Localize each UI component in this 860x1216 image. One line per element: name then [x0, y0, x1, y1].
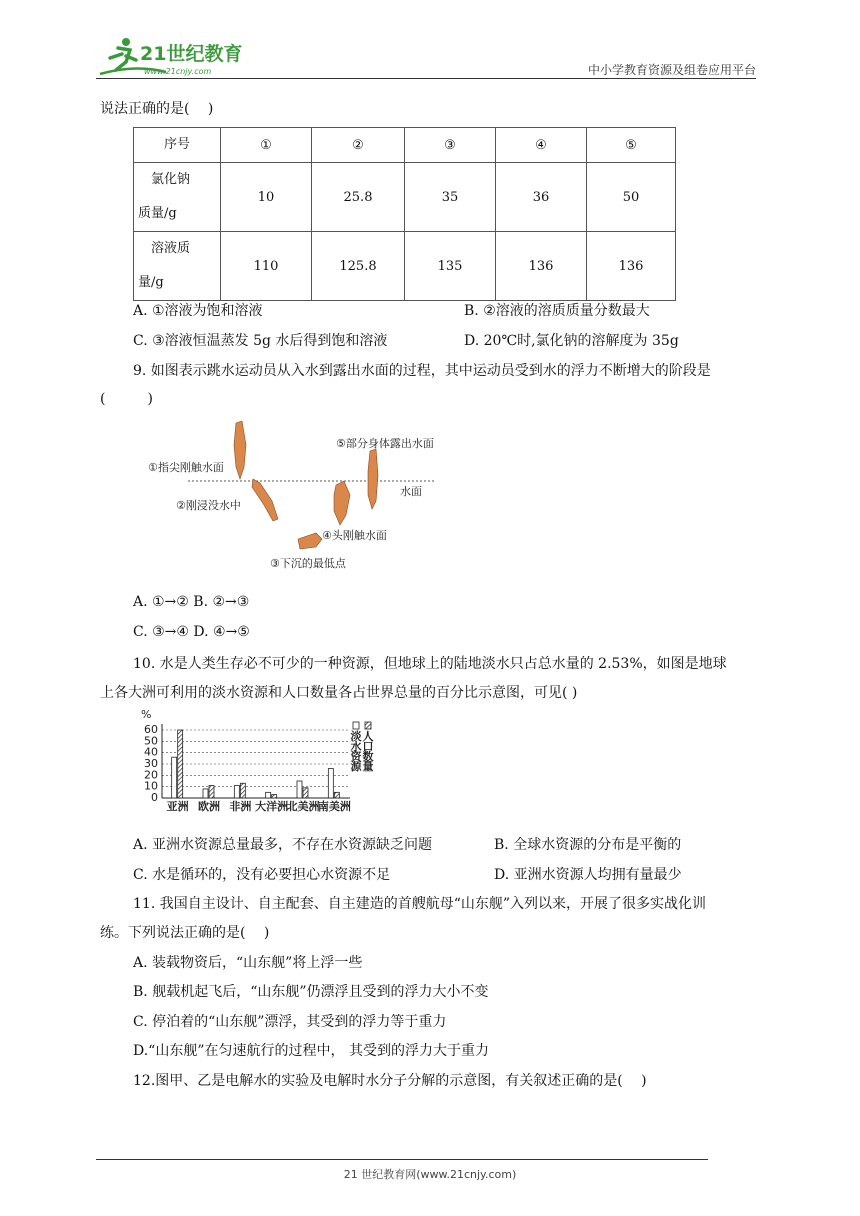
- header-platform-text: 中小学教育资源及组卷应用平台: [587, 63, 756, 77]
- q9-stem-line1: 9. 如图表示跳水运动员从入水到露出水面的过程，其中运动员受到水的浮力不断增大的阶段是: [133, 363, 711, 379]
- y-tick-label: 20: [144, 768, 158, 782]
- table-cell: ①: [221, 128, 312, 163]
- table-cell: 135: [405, 232, 496, 301]
- x-tick-label: 北美洲: [286, 800, 320, 813]
- table-cell: 25.8: [312, 163, 405, 232]
- y-tick-label: 0: [151, 791, 158, 804]
- q11-option-b: B. 舰载机起飞后，“山东舰”仍漂浮且受到的浮力大小不变: [133, 984, 489, 1000]
- label-1: ①指尖刚触水面: [148, 461, 224, 474]
- table-row: [134, 128, 676, 163]
- bar-fresh-water-2: [234, 786, 239, 798]
- q11-option-a: A. 装载物资后，“山东舰”将上浮一些: [133, 955, 363, 971]
- row-head-line: 溶液质: [138, 241, 191, 256]
- q9-options-line2: C. ③→④ D. ④→⑤: [133, 624, 250, 640]
- table-row-header: [134, 232, 221, 301]
- bar-population-3: [272, 795, 277, 798]
- q9-options-line1: A. ①→② B. ②→③: [133, 594, 250, 610]
- y-tick-label: 50: [144, 734, 158, 748]
- diver-5: [368, 449, 378, 509]
- table-cell: ④: [496, 128, 587, 163]
- legend-label-population: 人口数量: [362, 730, 374, 773]
- bar-population-1: [209, 786, 214, 798]
- diver-2: [252, 479, 278, 521]
- bar-population-0: [178, 730, 183, 798]
- x-tick-label: 欧洲: [198, 800, 220, 813]
- table-cell: ③: [405, 128, 496, 163]
- q9-stem-line2: ( ): [100, 391, 153, 407]
- y-tick-label: 10: [144, 779, 158, 793]
- diver-4: [334, 481, 350, 525]
- legend-swatch-fresh-water: [353, 722, 359, 729]
- label-3: ③下沉的最低点: [270, 557, 346, 570]
- table-cell: ②: [312, 128, 405, 163]
- footer-text: 21 世纪教育网(www.21cnjy.com): [343, 1168, 517, 1181]
- logo-url: www.21cnjy.com: [144, 67, 212, 76]
- table-cell: 136: [496, 232, 587, 301]
- header-divider: [96, 78, 756, 79]
- bar-population-2: [240, 783, 245, 798]
- q10-stem-line2: 上各大洲可利用的淡水资源和人口数量各占世界总量的百分比示意图，可见( ): [100, 685, 578, 701]
- table-cell: 10: [221, 163, 312, 232]
- diver-1: [234, 421, 246, 479]
- table-cell: 50: [587, 163, 676, 232]
- table-row: [134, 232, 676, 301]
- q8-option-c: C. ③溶液恒温蒸发 5g 水后得到饱和溶液: [133, 333, 388, 349]
- x-tick-label: 大洋洲: [255, 800, 289, 813]
- y-axis-unit: %: [141, 710, 152, 721]
- q11-option-d: D.“山东舰”在匀速航行的过程中， 其受到的浮力大于重力: [133, 1043, 489, 1059]
- q11-stem-line1: 11. 我国自主设计、自主配套、自主建造的首艘航母“山东舰”入列以来，开展了很多实战化训: [133, 896, 707, 912]
- row-head-line: 氯化钠: [138, 172, 191, 187]
- row-head-line: 质量/g: [138, 206, 177, 221]
- q12-stem: 12.图甲、乙是电解水的实验及电解时水分子分解的示意图，有关叙述正确的是( ): [133, 1073, 647, 1089]
- legend-swatch-population: [365, 722, 371, 729]
- bar-fresh-water-3: [266, 792, 271, 798]
- label-4: ④头刚触水面: [322, 529, 387, 542]
- bar-fresh-water-1: [203, 789, 208, 798]
- bar-fresh-water-0: [172, 757, 177, 798]
- logo-text: 21世纪教育: [140, 43, 243, 65]
- q8-option-d: D. 20℃时,氯化钠的溶解度为 35g: [464, 333, 679, 349]
- table-cell: 125.8: [312, 232, 405, 301]
- q10-option-d: D. 亚洲水资源人均拥有量最少: [494, 867, 682, 883]
- water-population-chart: [138, 710, 378, 822]
- table-cell: 序号: [134, 128, 221, 163]
- y-tick-label: 60: [144, 723, 158, 736]
- table-cell: 110: [221, 232, 312, 301]
- q8-stem-tail: 说法正确的是( ): [100, 101, 214, 117]
- table-row-header: [134, 163, 221, 232]
- y-tick-label: 30: [144, 757, 158, 770]
- diver-3: [298, 533, 322, 549]
- q10-option-a: A. 亚洲水资源总量最多，不存在水资源缺乏问题: [133, 837, 433, 853]
- q11-option-c: C. 停泊着的“山东舰”漂浮，其受到的浮力等于重力: [133, 1014, 447, 1030]
- y-tick-label: 40: [144, 745, 158, 759]
- diver-figure: [140, 415, 470, 580]
- q8-option-a: A. ①溶液为饱和溶液: [133, 303, 263, 319]
- q8-option-b: B. ②溶液的溶质质量分数最大: [464, 303, 650, 319]
- legend-label-fresh-water: 淡水资源: [350, 730, 362, 773]
- table-cell: 36: [496, 163, 587, 232]
- bar-fresh-water-4: [297, 781, 302, 798]
- table-row: [134, 163, 676, 232]
- label-2: ②刚浸没水中: [176, 499, 241, 512]
- label-5: ⑤部分身体露出水面: [336, 437, 434, 450]
- table-cell: ⑤: [587, 128, 676, 163]
- footer-divider: [96, 1159, 708, 1160]
- q10-option-c: C. 水是循环的，没有必要担心水资源不足: [133, 867, 391, 883]
- q10-option-b: B. 全球水资源的分布是平衡的: [494, 837, 682, 853]
- bar-population-4: [303, 788, 308, 798]
- site-logo: [96, 34, 266, 80]
- x-tick-label: 非洲: [229, 800, 252, 813]
- q10-stem-line1: 10. 水是人类生存必不可少的一种资源，但地球上的陆地淡水只占总水量的 2.53%，如图是地球: [133, 656, 727, 672]
- bar-population-5: [334, 792, 339, 798]
- table-cell: 136: [587, 232, 676, 301]
- bar-fresh-water-5: [328, 769, 333, 798]
- q11-stem-line2: 练。下列说法正确的是( ): [100, 925, 270, 941]
- label-water: 水面: [400, 485, 422, 498]
- nacl-table: [133, 127, 676, 301]
- row-head-line: 量/g: [138, 275, 164, 290]
- x-tick-label: 亚洲: [166, 800, 189, 813]
- x-tick-label: 南美洲: [317, 800, 351, 813]
- table-cell: 35: [405, 163, 496, 232]
